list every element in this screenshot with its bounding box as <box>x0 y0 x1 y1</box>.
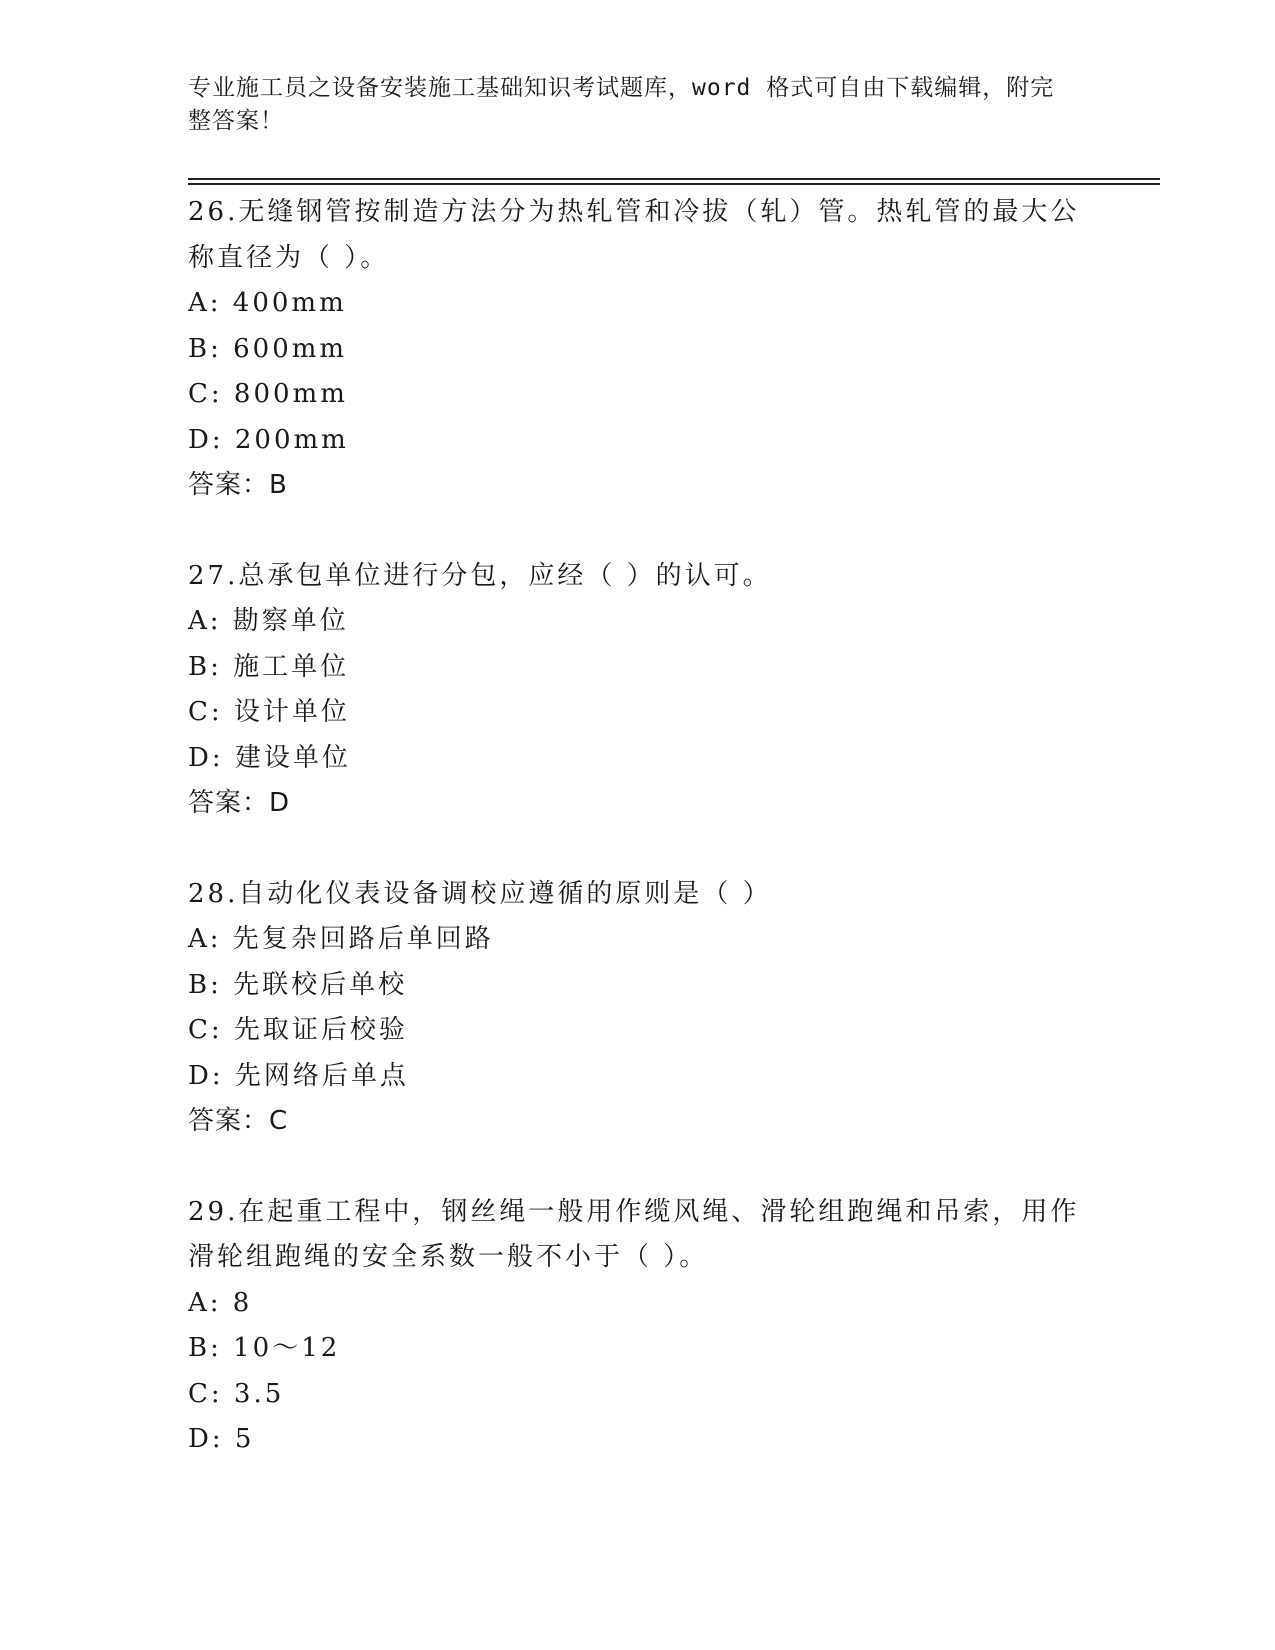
question-29 <box>188 1190 1088 1463</box>
question-text: 26.无缝钢管按制造方法分为热轧管和冷拔（轧）管。热轧管的最大公 称直径为（ ）。 <box>188 197 1080 273</box>
option-c: C: 800mm <box>188 379 348 409</box>
header-line-2: 整答案！ <box>188 108 284 134</box>
option-d: D: 先网络后单点 <box>188 1060 409 1091</box>
question-text: 29.在起重工程中，钢丝绳一般用作缆风绳、滑轮组跑绳和吊索，用作 滑轮组跑绳的安全系数一般不小于（ ）。 <box>188 1196 1080 1272</box>
question-28 <box>188 872 1088 1145</box>
option-a: A: 先复杂回路后单回路 <box>188 924 494 954</box>
option-c: C: 3.5 <box>188 1378 285 1409</box>
question-text: 28.自动化仪表设备调校应遵循的原则是（ ） <box>188 878 772 909</box>
question-27 <box>188 554 1088 827</box>
option-a: A: 8 <box>188 1287 253 1318</box>
option-b: B: 600mm <box>188 333 348 364</box>
header-divider-top <box>188 178 1160 180</box>
answer-line: 答案：C <box>188 1106 289 1136</box>
option-a: A: 勘察单位 <box>188 606 349 636</box>
answer-line: 答案：B <box>188 470 288 500</box>
option-b: B: 先联校后单校 <box>188 969 408 1000</box>
question-text: 27.总承包单位进行分包，应经（ ）的认可。 <box>188 560 772 591</box>
option-b: B: 施工单位 <box>188 651 350 682</box>
question-list <box>188 190 1088 1508</box>
answer-line: 答案：D <box>188 788 291 818</box>
document-header <box>188 72 1068 138</box>
option-d: D: 200mm <box>188 424 349 455</box>
option-a: A: 400mm <box>188 288 347 318</box>
option-b: B: 10～12 <box>188 1333 341 1363</box>
header-divider-bottom <box>188 183 1160 185</box>
option-d: D: 建设单位 <box>188 742 351 773</box>
option-d: D: 5 <box>188 1424 255 1454</box>
option-c: C: 设计单位 <box>188 697 350 727</box>
header-line-1: 专业施工员之设备安装施工基础知识考试题库，word 格式可自由下载编辑，附完 <box>188 75 1055 101</box>
option-c: C: 先取证后校验 <box>188 1015 408 1045</box>
question-26 <box>188 190 1088 509</box>
